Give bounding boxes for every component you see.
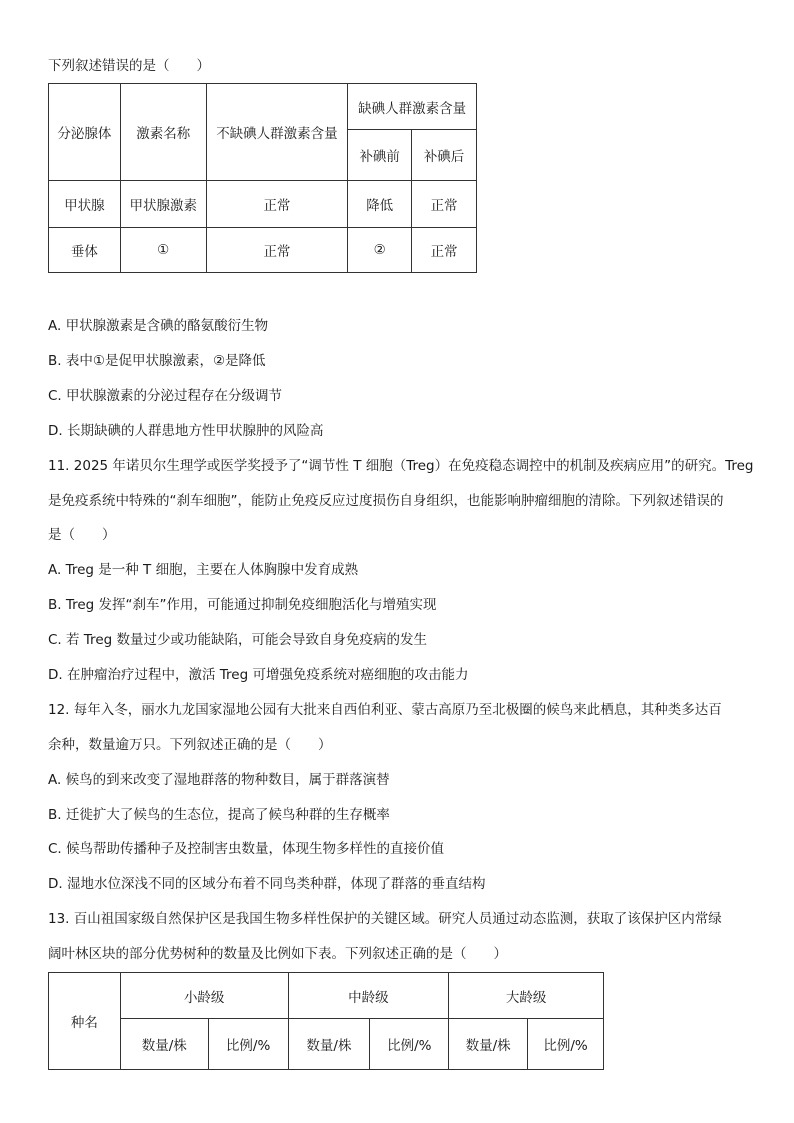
header-species: 种名 (49, 973, 121, 1070)
q10-option-d: D. 长期缺碘的人群患地方性甲状腺肿的风险高 (48, 423, 324, 439)
header-deficient: 缺碘人群激素含量 (348, 84, 477, 130)
header-normal: 不缺碘人群激素含量 (206, 84, 348, 181)
table-row (49, 228, 477, 273)
header-ratio: 比例/% (370, 1019, 449, 1070)
q12-stem-line-1: 12. 每年入冬，丽水九龙国家湿地公园有大批来自西伯利亚、蒙古高原乃至北极圈的候鸟来此栖息，其种类多达百 (48, 702, 722, 718)
cell: 正常 (412, 228, 477, 273)
q13-stem-line-2: 阔叶林区块的部分优势树种的数量及比例如下表。下列叙述正确的是（ ） (48, 946, 507, 962)
q11-stem-line-2: 是免疫系统中特殊的“刹车细胞”，能防止免疫反应过度损伤自身组织，也能影响肿瘤细胞的清除。下列叙述错误的 (48, 493, 724, 509)
q12-option-c: C. 候鸟帮助传播种子及控制害虫数量，体现生物多样性的直接价值 (48, 841, 445, 857)
q10-option-a: A. 甲状腺激素是含碘的酪氨酸衍生物 (48, 318, 269, 334)
header-ratio: 比例/% (528, 1019, 604, 1070)
q12-option-b: B. 迁徙扩大了候鸟的生态位，提高了候鸟种群的生存概率 (48, 807, 390, 823)
cell: 正常 (206, 181, 348, 228)
cell: 正常 (412, 181, 477, 228)
q11-option-a: A. Treg 是一种 T 细胞，主要在人体胸腺中发育成熟 (48, 562, 359, 578)
header-count: 数量/株 (449, 1019, 528, 1070)
q11-option-d: D. 在肿瘤治疗过程中，激活 Treg 可增强免疫系统对癌细胞的攻击能力 (48, 667, 469, 683)
q11-stem-line-3: 是（ ） (48, 527, 116, 543)
q12-stem-line-2: 余种，数量逾万只。下列叙述正确的是（ ） (48, 737, 332, 753)
q11-option-b: B. Treg 发挥“刹车”作用，可能通过抑制免疫细胞活化与增殖实现 (48, 597, 437, 613)
cell: 正常 (206, 228, 348, 273)
header-before: 补碘前 (348, 130, 412, 181)
q10-option-c: C. 甲状腺激素的分泌过程存在分级调节 (48, 388, 283, 404)
q11-option-c: C. 若 Treg 数量过少或功能缺陷，可能会导致自身免疫病的发生 (48, 632, 427, 648)
cell: 降低 (348, 181, 412, 228)
header-hormone: 激素名称 (120, 84, 206, 181)
header-after: 补碘后 (412, 130, 477, 181)
header-mid-age: 中龄级 (288, 973, 449, 1019)
q13-stem-line-1: 13. 百山祖国家级自然保护区是我国生物多样性保护的关键区域。研究人员通过动态监测，获取了该保护区内常绿 (48, 911, 722, 927)
hormone-table (48, 83, 477, 273)
q10-stem: 下列叙述错误的是（ ） (48, 58, 210, 74)
species-table (48, 972, 604, 1070)
cell: ② (348, 228, 412, 273)
q12-option-a: A. 候鸟的到来改变了湿地群落的物种数目，属于群落演替 (48, 772, 390, 788)
header-large-age: 大龄级 (449, 973, 604, 1019)
header-small-age: 小龄级 (120, 973, 288, 1019)
header-ratio: 比例/% (208, 1019, 288, 1070)
q12-option-d: D. 湿地水位深浅不同的区域分布着不同鸟类种群，体现了群落的垂直结构 (48, 876, 486, 892)
cell: ① (120, 228, 206, 273)
header-count: 数量/株 (288, 1019, 370, 1070)
table-row (49, 181, 477, 228)
header-count: 数量/株 (120, 1019, 208, 1070)
cell: 垂体 (49, 228, 121, 273)
cell: 甲状腺激素 (120, 181, 206, 228)
q11-stem-line-1: 11. 2025 年诺贝尔生理学或医学奖授予了“调节性 T 细胞（Treg）在免疫稳态调控中的机制及疾病应用”的研究。Treg (48, 458, 754, 474)
q10-option-b: B. 表中①是促甲状腺激素，②是降低 (48, 353, 266, 369)
cell: 甲状腺 (49, 181, 121, 228)
header-gland: 分泌腺体 (49, 84, 121, 181)
